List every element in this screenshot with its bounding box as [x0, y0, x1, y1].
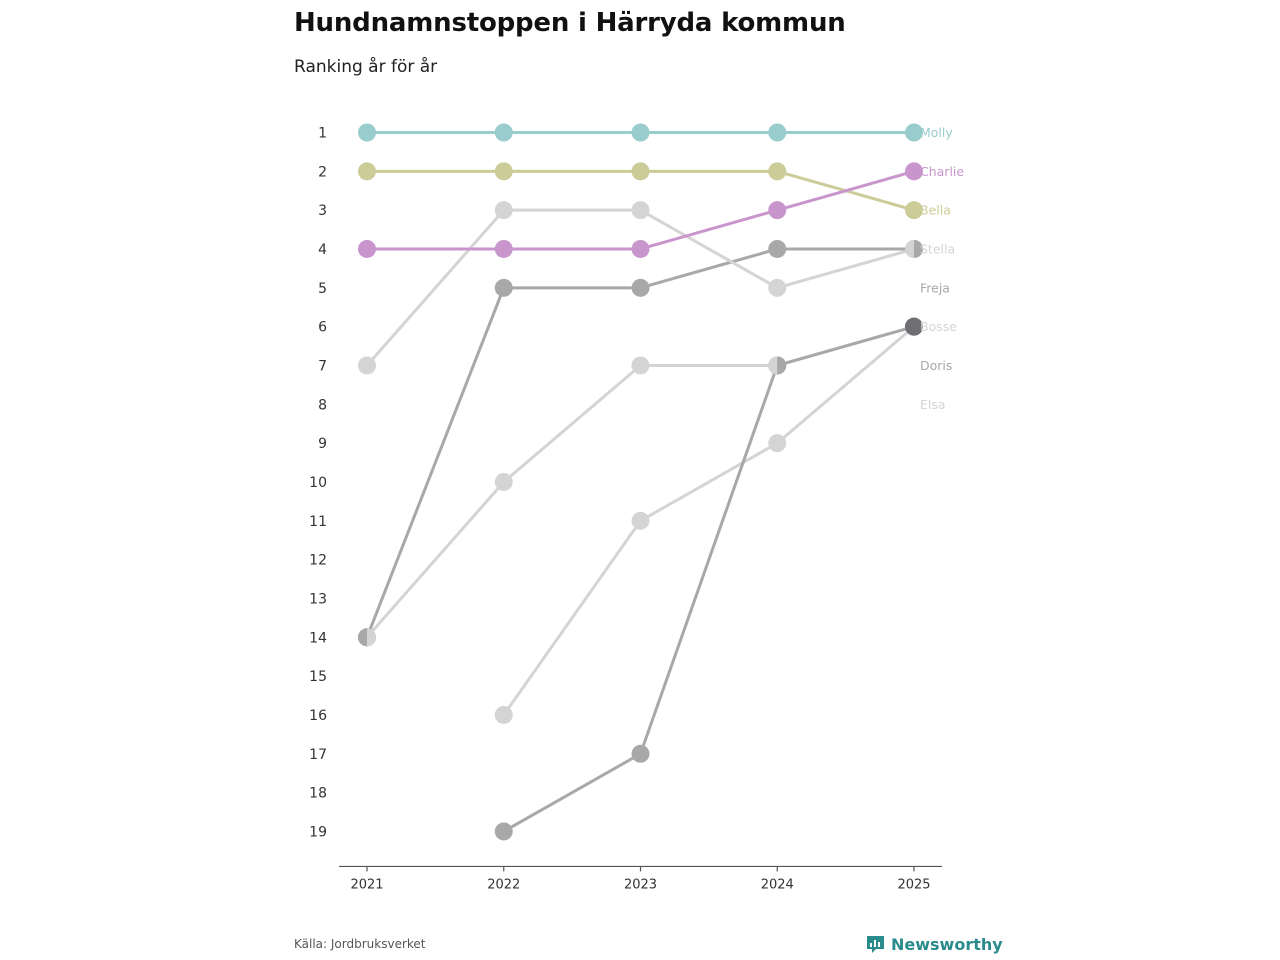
x-tick-label: 2025: [897, 877, 931, 893]
shared-rank-point-right: [367, 628, 376, 646]
data-point-molly: [358, 124, 376, 142]
data-point-molly: [632, 124, 650, 142]
data-point-elsa: [632, 512, 650, 530]
data-point-charlie: [632, 240, 650, 258]
data-point-bosse: [632, 279, 650, 297]
x-tick-label: 2024: [760, 877, 794, 893]
end-label-bosse: Bosse: [920, 319, 957, 335]
data-point-bella: [358, 162, 376, 180]
data-point-freja: [495, 822, 513, 840]
y-tick-label: 2: [318, 164, 327, 181]
data-point-elsa: [768, 434, 786, 452]
source-note: Källa: Jordbruksverket: [294, 937, 426, 951]
data-point-stella: [632, 201, 650, 219]
brand-logo: [866, 935, 1003, 954]
data-point-bella: [495, 162, 513, 180]
y-tick-label: 12: [309, 552, 327, 569]
y-tick-label: 10: [309, 474, 327, 491]
end-label-elsa: Elsa: [920, 396, 946, 412]
x-tick-label: 2023: [623, 877, 658, 893]
y-tick-label: 9: [318, 436, 327, 453]
y-tick-label: 18: [309, 785, 327, 802]
series-line-bosse: [367, 249, 914, 637]
data-point-molly: [768, 124, 786, 142]
y-tick-label: 5: [318, 280, 327, 297]
data-point-charlie: [768, 201, 786, 219]
bar-chart-logo-icon: [866, 935, 885, 954]
y-tick-label: 17: [309, 746, 327, 763]
data-point-stella: [768, 279, 786, 297]
data-point-doris: [632, 356, 650, 374]
end-label-doris: Doris: [920, 357, 953, 373]
shared-rank-point-right: [777, 356, 786, 374]
data-point-charlie: [358, 240, 376, 258]
data-point-elsa: [495, 706, 513, 724]
shared-rank-point-left: [905, 240, 914, 258]
chart-subtitle: Ranking år för år: [294, 57, 438, 77]
x-tick-label: 2022: [487, 877, 521, 893]
y-tick-label: 13: [309, 591, 327, 608]
y-tick-label: 19: [309, 824, 327, 841]
chart-title: Hundnamnstoppen i Härryda kommun: [294, 8, 846, 38]
shared-rank-point-left: [768, 356, 777, 374]
y-tick-label: 6: [318, 319, 327, 336]
data-point-bella: [768, 162, 786, 180]
data-point-bosse: [495, 279, 513, 297]
data-point-charlie: [495, 240, 513, 258]
y-tick-label: 8: [318, 397, 327, 414]
data-point-molly: [495, 124, 513, 142]
x-tick-label: 2021: [350, 877, 384, 893]
y-tick-label: 1: [318, 125, 327, 142]
data-point-freja: [632, 745, 650, 763]
data-point-bella: [632, 162, 650, 180]
y-tick-label: 7: [318, 358, 327, 375]
data-point-stella: [495, 201, 513, 219]
y-tick-label: 16: [309, 707, 327, 724]
shared-rank-point-left: [358, 628, 367, 646]
data-point-bosse: [768, 240, 786, 258]
y-tick-label: 4: [318, 241, 327, 258]
y-tick-label: 3: [318, 203, 327, 220]
series-line-elsa: [504, 327, 914, 715]
y-tick-label: 14: [309, 630, 327, 647]
end-label-bella: Bella: [920, 202, 951, 218]
series-line-freja: [504, 327, 914, 832]
data-point-stella: [358, 356, 376, 374]
y-tick-label: 11: [309, 513, 327, 530]
end-label-stella: Stella: [920, 241, 956, 257]
data-point-doris: [495, 473, 513, 491]
end-label-charlie: Charlie: [920, 163, 965, 179]
brand-name: Newsworthy: [891, 935, 1003, 954]
y-tick-label: 15: [309, 669, 327, 686]
end-label-freja: Freja: [920, 280, 950, 296]
end-label-molly: Molly: [920, 125, 953, 140]
